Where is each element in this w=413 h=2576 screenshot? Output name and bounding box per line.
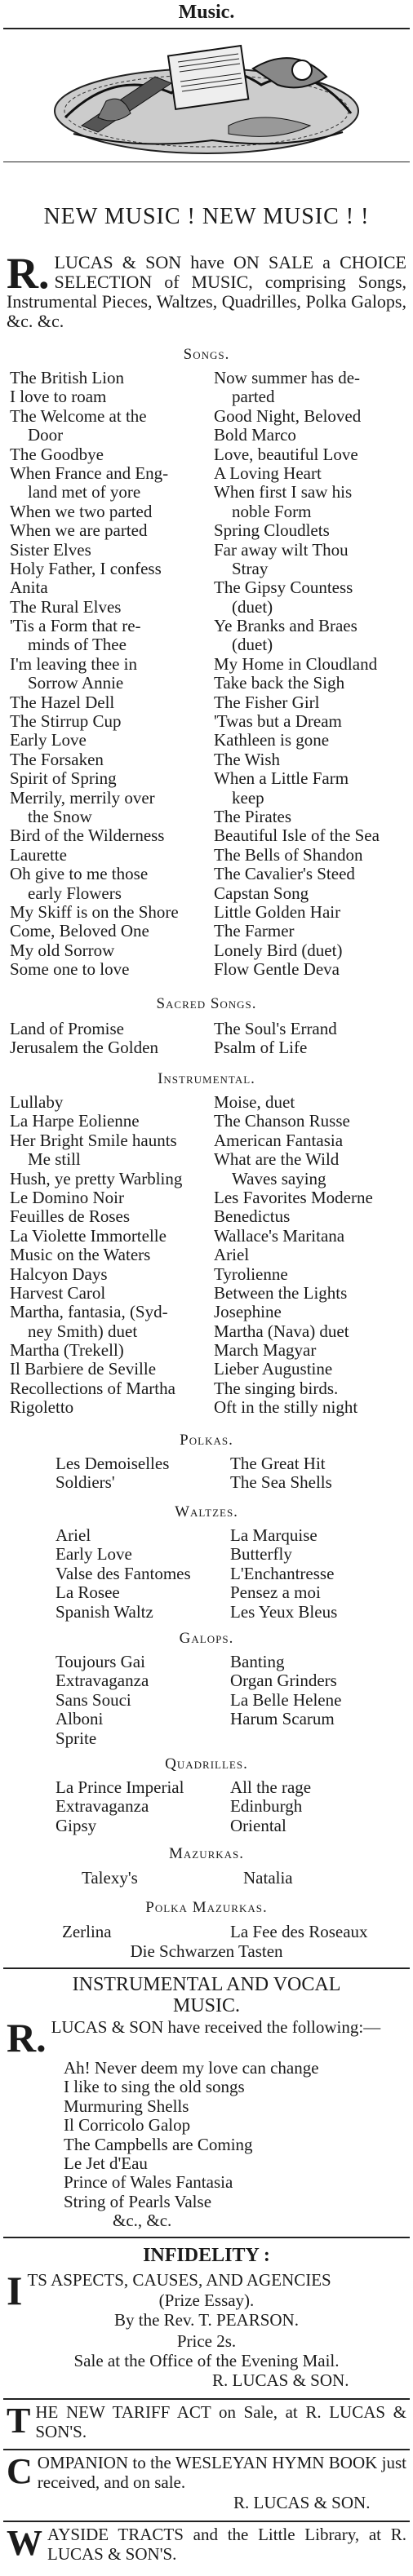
list-item: La Marquise <box>230 1526 318 1545</box>
ad-infidelity-author: By the Rev. T. PEARSON. <box>114 2310 299 2330</box>
instrumental-left-column <box>10 1093 182 1418</box>
list-item: When we are parted <box>10 521 148 541</box>
list-item: My Skiff is on the Shore <box>10 902 179 922</box>
section-heading-instrumental: Instrumental. <box>158 1070 255 1087</box>
ad-infidelity-subtitle: (Prize Essay). <box>158 2291 255 2310</box>
ad-infidelity-line-1: TS ASPECTS, CAUSES, AND AGENCIES <box>27 2270 331 2290</box>
list-item: I'm leaving thee in <box>10 654 137 674</box>
ad-tariff-text: HE NEW TARIFF ACT on Sale, at R. LUCAS & SON'S. <box>35 2402 406 2441</box>
list-item: Laurette <box>10 845 67 865</box>
list-item: Ye Branks and Braes <box>214 617 357 636</box>
list-item: Recollections of Martha <box>10 1379 175 1398</box>
list-item: The Cavalier's Steed <box>214 865 355 884</box>
list-item: Soldiers' <box>56 1473 115 1493</box>
section-heading-sacred-songs: Sacred Songs. <box>156 995 257 1012</box>
polkas-right-column <box>230 1454 332 1493</box>
list-item: La Rosee <box>56 1583 120 1603</box>
section-title: Music. <box>178 2 235 23</box>
list-item: Far away wilt Thou <box>214 540 349 560</box>
list-item: noble Form <box>232 502 312 521</box>
list-item: The Goodbye <box>10 445 104 464</box>
quadrilles-right-column <box>230 1778 311 1835</box>
list-item: The singing birds. <box>214 1379 339 1398</box>
list-item: Good Night, Beloved <box>214 406 362 426</box>
list-item: La Harpe Eolienne <box>10 1112 140 1131</box>
list-item: Martha (Nava) duet <box>214 1321 349 1341</box>
list-item: March Magyar <box>214 1341 317 1361</box>
list-item: Psalm of Life <box>214 1038 308 1058</box>
waltzes-right-column <box>230 1526 337 1622</box>
list-item: Early Love <box>56 1545 132 1565</box>
dropcap: R. <box>7 2015 47 2060</box>
ad-headline: NEW MUSIC ! NEW MUSIC ! ! <box>43 204 370 229</box>
intro-text: LUCAS & SON have ON SALE a CHOICE SELECTION of MUSIC, comprising Songs, Instrumental Pieces, Waltzes, Quadrilles, Polka Galops, &c. &c. <box>7 252 406 331</box>
list-item: Sprite <box>56 1728 97 1748</box>
polkas-left-column <box>56 1454 169 1493</box>
dropcap: C <box>7 2451 33 2491</box>
section-heading-mazurkas: Mazurkas. <box>168 1845 245 1862</box>
list-item: Between the Lights <box>214 1283 348 1303</box>
ad-companion-text: OMPANION to the WESLEYAN HYMN BOOK just received, and on sale. <box>37 2453 406 2492</box>
list-item: Il Barbiere de Seville <box>10 1360 157 1379</box>
list-item: Il Corricolo Galop <box>64 2115 191 2136</box>
list-item: Extravaganza <box>56 1797 149 1817</box>
sacred-left-column <box>10 1020 158 1058</box>
list-item: My Home in Cloudland <box>214 654 378 674</box>
list-item: The Stirrup Cup <box>10 712 122 732</box>
list-item: Talexy's <box>82 1868 138 1888</box>
list-item: ney Smith) duet <box>28 1321 138 1341</box>
list-item: Early Love <box>10 731 87 750</box>
list-item: All the rage <box>230 1778 312 1797</box>
list-item: Halcyon Days <box>10 1264 108 1284</box>
dropcap: I <box>7 2268 23 2313</box>
list-item: Merrily, merrily over <box>10 788 155 808</box>
section-heading-waltzes: Waltzes. <box>175 1503 238 1520</box>
ad-vocal-intro <box>7 2015 406 2060</box>
list-item: Edinburgh <box>230 1797 303 1817</box>
list-item: Harvest Carol <box>10 1283 106 1303</box>
ad-tariff <box>7 2403 406 2441</box>
list-item: When we two parted <box>10 502 153 521</box>
list-item: Some one to love <box>10 960 130 980</box>
list-item: I like to sing the old songs <box>64 2077 245 2097</box>
sacred-right-column <box>214 1020 337 1058</box>
ad-vocal-list <box>64 2059 319 2231</box>
ad-title-line-2: MUSIC. <box>172 1995 241 2016</box>
list-item: Les Yeux Bleus <box>230 1602 338 1622</box>
list-item: early Flowers <box>28 883 122 903</box>
list-item: Bold Marco <box>214 426 296 445</box>
instrumental-right-column <box>214 1093 373 1418</box>
list-item: Me still <box>28 1150 81 1170</box>
list-item: Ah! Never deem my love can change <box>64 2058 319 2078</box>
list-item: Capstan Song <box>214 883 309 903</box>
list-item: The Farmer <box>214 922 295 941</box>
list-item: Spanish Waltz <box>56 1602 153 1622</box>
list-item: Music on the Waters <box>10 1246 151 1265</box>
list-item: Her Bright Smile haunts <box>10 1131 177 1150</box>
list-item: Now summer has de- <box>214 369 361 387</box>
list-item: Spring Cloudlets <box>214 521 330 541</box>
galops-left-column <box>56 1653 149 1748</box>
list-item: Gipsy <box>56 1816 97 1835</box>
list-item: Take back the Sigh <box>214 674 345 693</box>
intro-paragraph <box>7 249 406 331</box>
list-item: Martha, fantasia, (Syd- <box>10 1303 168 1322</box>
list-item: Butterfly <box>230 1545 292 1565</box>
list-item: Ariel <box>56 1526 91 1545</box>
list-item: Valse des Fantomes <box>56 1564 191 1583</box>
list-item: Stray <box>232 559 269 578</box>
list-item: Toujours Gai <box>56 1653 145 1671</box>
list-item: Les Favorites Moderne <box>214 1188 373 1207</box>
list-item: Hush, ye pretty Warbling <box>10 1169 183 1188</box>
list-item: Waves saying <box>232 1169 326 1188</box>
list-item: parted <box>232 387 275 407</box>
list-item: Pensez a moi <box>230 1583 321 1603</box>
list-item: Holy Father, I confess <box>10 559 162 578</box>
list-item: Natalia <box>243 1868 293 1888</box>
list-item: minds of Thee <box>28 635 127 655</box>
quadrilles-left-column <box>56 1778 184 1835</box>
list-item: Door <box>28 426 64 445</box>
ad-signature: R. LUCAS & SON. <box>212 2370 349 2390</box>
waltzes-left-column <box>56 1526 191 1622</box>
list-item: Le Jet d'Eau <box>64 2153 148 2173</box>
galops-right-column <box>230 1653 341 1729</box>
list-item: Jerusalem the Golden <box>10 1038 158 1058</box>
list-item: Wallace's Maritana <box>214 1226 345 1246</box>
list-item: land met of yore <box>28 483 141 502</box>
list-item: Land of Promise <box>10 1020 124 1038</box>
section-heading-songs: Songs. <box>183 346 230 363</box>
list-item: Extravaganza <box>56 1671 149 1691</box>
divider <box>3 2449 410 2450</box>
list-item: Die Schwarzen Tasten <box>130 1941 283 1961</box>
divider <box>3 1967 410 1969</box>
section-heading-quadrilles: Quadrilles. <box>165 1755 248 1773</box>
ad-signature: R. LUCAS & SON. <box>233 2493 371 2512</box>
list-item: The Welcome at the <box>10 406 147 426</box>
list-item: The Chanson Russe <box>214 1112 350 1131</box>
list-item: Prince of Wales Fantasia <box>64 2172 233 2193</box>
list-item: Anita <box>10 578 48 598</box>
list-item: Lonely Bird (duet) <box>214 941 343 960</box>
list-item: Kathleen is gone <box>214 731 330 750</box>
list-item: The British Lion <box>10 369 124 387</box>
ad-title: INSTRUMENTAL AND VOCAL <box>72 1974 341 1995</box>
dropcap: T <box>7 2401 31 2441</box>
ad-vocal-text: LUCAS & SON have received the following:— <box>51 2017 381 2037</box>
ad-infidelity-sale: Sale at the Office of the Evening Mail. <box>73 2351 340 2370</box>
songs-left-column <box>10 369 179 980</box>
list-item: Zerlina <box>62 1922 112 1941</box>
list-item: Sans Souci <box>56 1690 131 1710</box>
list-item: Alboni <box>56 1710 104 1729</box>
list-item: Come, Beloved One <box>10 922 149 941</box>
list-item: Oh give to me those <box>10 865 149 884</box>
list-item: Murmuring Shells <box>64 2096 189 2116</box>
list-item: &c., &c. <box>113 2211 172 2231</box>
divider <box>3 2398 410 2400</box>
list-item: Benedictus <box>214 1207 291 1227</box>
list-item: The Gipsy Countess <box>214 578 353 598</box>
list-item: When first I saw his <box>214 483 353 502</box>
list-item: The Pirates <box>214 807 292 826</box>
dropcap: W <box>7 2523 42 2563</box>
list-item: When a Little Farm <box>214 769 349 789</box>
list-item: the Snow <box>28 807 92 826</box>
list-item: Moise, duet <box>214 1093 295 1112</box>
list-item: The Forsaken <box>10 750 104 769</box>
list-item: Beautiful Isle of the Sea <box>214 826 380 846</box>
list-item: Banting <box>230 1653 285 1671</box>
list-item: The Bells of Shandon <box>214 845 363 865</box>
list-item: La Violette Immortelle <box>10 1226 167 1246</box>
list-item: La Belle Helene <box>230 1690 342 1710</box>
list-item: My old Sorrow <box>10 941 115 960</box>
list-item: The Sea Shells <box>230 1473 332 1493</box>
ad-infidelity-price: Price 2s. <box>176 2331 237 2351</box>
list-item: Les Demoiselles <box>56 1454 170 1473</box>
songs-right-column <box>214 369 380 980</box>
divider <box>3 2237 410 2238</box>
list-item: Flow Gentle Deva <box>214 960 340 980</box>
list-item: Little Golden Hair <box>214 902 341 922</box>
dropcap: R. <box>7 249 50 298</box>
list-item: The Fisher Girl <box>214 693 320 712</box>
ad-companion <box>7 2451 406 2492</box>
list-item: I love to roam <box>10 387 107 407</box>
list-item: Le Domino Noir <box>10 1188 124 1207</box>
list-item: Oft in the stilly night <box>214 1398 358 1418</box>
list-item: Lullaby <box>10 1093 64 1112</box>
ad-wayside <box>7 2525 406 2564</box>
list-item: A Loving Heart <box>214 463 322 483</box>
list-item: The Rural Elves <box>10 597 122 617</box>
list-item: La Prince Imperial <box>56 1778 184 1797</box>
list-item: Tyrolienne <box>214 1264 288 1284</box>
list-item: (duet) <box>232 635 273 655</box>
list-item: Ariel <box>214 1246 250 1265</box>
list-item: Harum Scarum <box>230 1710 335 1729</box>
section-heading-polka-mazurkas: Polka Mazurkas. <box>145 1899 268 1916</box>
ad-title: INFIDELITY : <box>143 2245 270 2266</box>
list-item: Sorrow Annie <box>28 674 124 693</box>
list-item: La Fee des Roseaux <box>230 1922 368 1941</box>
list-item: Organ Grinders <box>230 1671 337 1691</box>
section-heading-polkas: Polkas. <box>180 1432 233 1449</box>
list-item: Love, beautiful Love <box>214 445 358 464</box>
list-item: The Campbells are Coming <box>64 2134 253 2154</box>
list-item: The Great Hit <box>230 1454 326 1473</box>
list-item: Spirit of Spring <box>10 769 117 789</box>
list-item: String of Pearls Valse <box>64 2191 212 2211</box>
list-item: Feuilles de Roses <box>10 1207 130 1227</box>
list-item: Oriental <box>230 1816 286 1835</box>
list-item: American Fantasia <box>214 1131 344 1150</box>
list-item: Rigoletto <box>10 1398 74 1418</box>
divider <box>3 28 410 29</box>
list-item: Josephine <box>214 1303 282 1322</box>
list-item: 'Twas but a Dream <box>214 712 342 732</box>
section-heading-galops: Galops. <box>179 1630 234 1647</box>
ad-wayside-text: AYSIDE TRACTS and the Little Library, at R. LUCAS & SON'S. <box>47 2525 406 2564</box>
list-item: Bird of the Wilderness <box>10 826 165 846</box>
music-instruments-engraving <box>49 36 364 157</box>
list-item: 'Tis a Form that re- <box>10 617 141 636</box>
divider <box>3 2521 410 2522</box>
list-item: (duet) <box>232 597 273 617</box>
list-item: The Soul's Errand <box>214 1020 337 1038</box>
list-item: Martha (Trekell) <box>10 1341 124 1361</box>
list-item: The Hazel Dell <box>10 693 115 712</box>
list-item: What are the Wild <box>214 1150 340 1170</box>
list-item: The Wish <box>214 750 281 769</box>
list-item: L'Enchantresse <box>230 1564 335 1583</box>
list-item: Lieber Augustine <box>214 1360 333 1379</box>
list-item: When France and Eng- <box>10 463 169 483</box>
list-item: Sister Elves <box>10 540 91 560</box>
list-item: keep <box>232 788 264 808</box>
